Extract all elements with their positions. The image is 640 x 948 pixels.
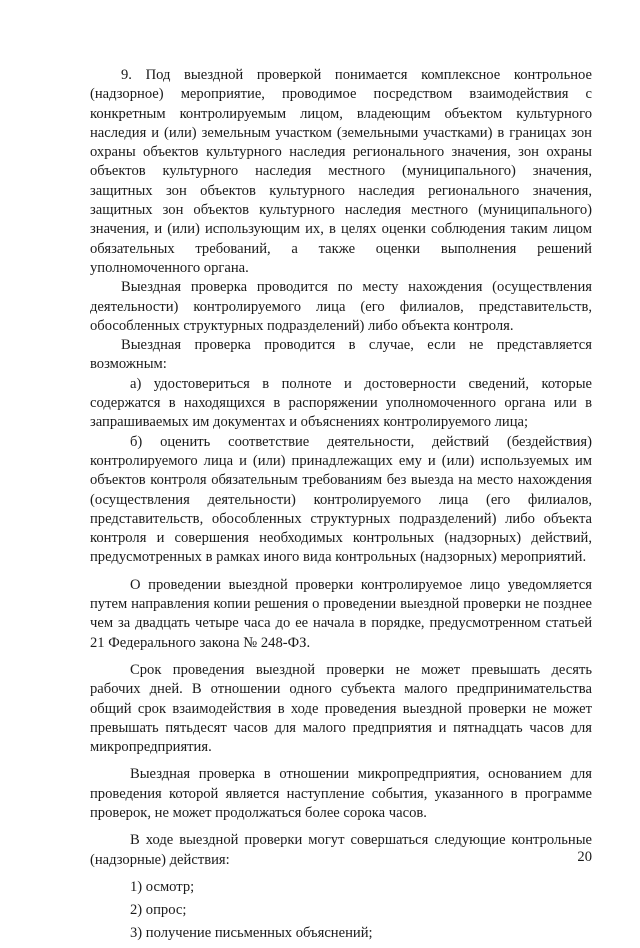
paragraph-microenterprise: Выездная проверка в отношении микропредприятия, основанием для проведения которой является наступление события, указанного в программе проверок, не может продолжаться более сорока часов. <box>90 766 592 821</box>
paragraph-item-a: а) удостовериться в полноте и достоверности сведений, которые содержатся в находящихся в распоряжении уполномоченного органа или в запрашиваемых им документах и объяснениях контролируемого лица; <box>90 375 592 431</box>
paragraph-item-b: б) оценить соответствие деятельности, действий (бездействия) контролируемого лица и (или) принадлежащих ему и (или) используемых им объектов контроля обязательным требованиям без выезда на место нахождения (осуществления деятельности) контролируемого лица (его филиалов, представительств, обособленных структурных подразделений) либо объекта контроля и совершения необходимых контрольных (надзорных) действий, предусмотренных в рамках иного вида контрольных (надзорных) мероприятий. <box>90 433 592 566</box>
paragraph-duration: Срок проведения выездной проверки не может превышать десять рабочих дней. В отношении одного субъекта малого предпринимательства общий срок взаимодействия в ходе проведения выездной проверки не может превышать пятьдесят часов для малого предприятия и пятнадцать часов для микропредприятия. <box>90 661 592 756</box>
paragraph-definition: 9. Под выездной проверкой понимается комплексное контрольное (надзорное) мероприятие, проводимое посредством взаимодействия с конкретным контролируемым лицом, владеющим объектом культурного наследия и (или) земельным участком (земельными участками) в границах зон охраны объектов культурного наследия регионального значения, зон охраны объектов культурного наследия местного (муниципального) значения, защитных зон объектов культурного наследия регионального значения, защитных зон объектов культурного наследия местного (муниципального) значения, и (или) использующим их, в целях оценки соблюдения таким лицом обязательных требований, а также оценки выполнения решений уполномоченного органа. <box>90 67 592 276</box>
list-item-survey: 2) опрос; <box>130 902 187 919</box>
page-body <box>90 66 592 948</box>
paragraph-notification: О проведении выездной проверки контролируемое лицо уведомляется путем направления копии решения о проведении выездной проверки не позднее чем за двадцать четыре часа до ее начала в порядке, предусмотренном статьей 21 Федерального закона № 248-ФЗ. <box>90 576 592 651</box>
list-item-written-explanations: 3) получение письменных объяснений; <box>130 925 373 942</box>
list-item-inspection: 1) осмотр; <box>130 878 195 895</box>
paragraph-actions-intro: В ходе выездной проверки могут совершаться следующие контрольные (надзорные) действия: <box>90 832 592 868</box>
paragraph-location: Выездная проверка проводится по месту нахождения (осуществления деятельности) контролируемого лица (его филиалов, представительств, обособленных структурных подразделений) либо объекта контроля. <box>90 279 592 334</box>
paragraph-conditions: Выездная проверка проводится в случае, если не представляется возможным: <box>90 337 592 373</box>
page-number: 20 <box>577 849 592 865</box>
